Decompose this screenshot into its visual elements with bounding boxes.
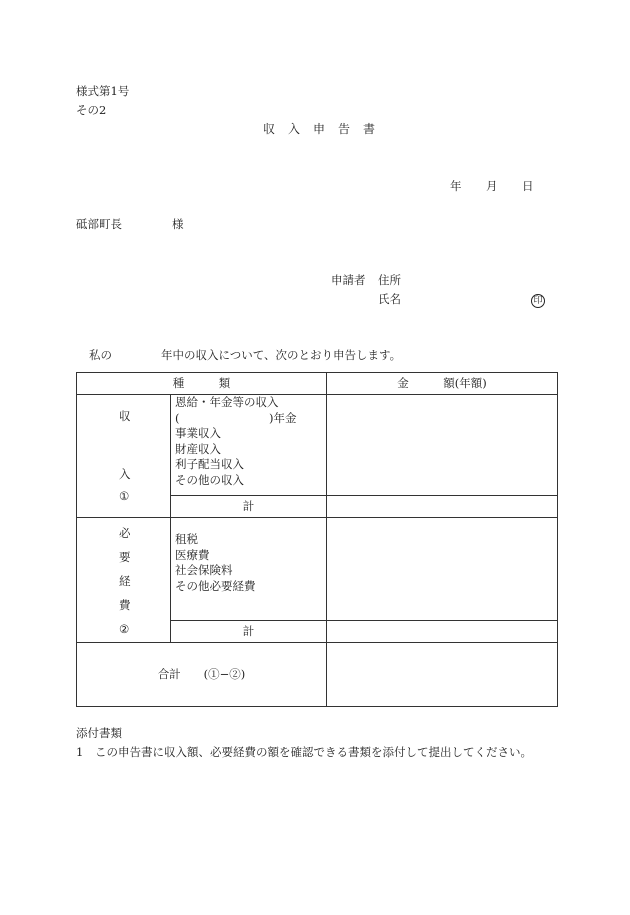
list-item [175,411,326,427]
income-declaration-table [76,372,558,707]
name-label: 氏名 [378,292,401,306]
expenses-label-number: ② [119,622,130,636]
income-label-number: ① [119,489,130,503]
document-title: 収入申告書 [263,122,389,136]
address-label: 住所 [378,273,401,287]
income-label-char: 入 [119,467,131,481]
expenses-label-char: 費 [119,598,131,612]
income-items-cell [171,395,327,496]
income-subtotal-label: 計 [171,495,327,517]
expenses-label-cell [77,518,171,643]
date-day-label: 日 [522,179,534,193]
expenses-amount-cell[interactable] [327,518,558,621]
attachments-note-number: 1 [76,745,84,759]
intro-prefix: 私の [89,348,112,362]
list-item: 社会保険料 [175,563,233,577]
income-amount-cell[interactable] [327,395,558,496]
expenses-subtotal-label: 計 [171,620,327,642]
expenses-label-char: 必 [119,526,131,540]
total-label: 合計 (①−②) [77,643,327,707]
intro-text: 年中の収入について、次のとおり申告します。 [161,348,402,362]
list-item: 事業収入 [175,426,221,440]
list-item: 医療費 [175,547,210,562]
form-number: 様式第1号 [76,84,130,98]
income-label-char: 収 [119,409,131,423]
column-header-type: 種 類 [77,373,327,395]
table-header-row [77,373,558,395]
expenses-items-cell [171,518,327,621]
date-month-label: 月 [486,179,498,193]
total-amount-cell[interactable] [327,643,558,707]
list-item: 財産収入 [175,441,221,456]
addressee-name: 砥部町長 [76,217,122,231]
list-item: 租税 [175,532,198,546]
list-item: その他の収入 [175,472,244,487]
attachments-note: この申告書に収入額、必要経費の額を確認できる書類を添付して提出してください。 [95,745,532,759]
seal-stamp-icon: 印 [531,294,545,308]
expenses-subtotal-amount[interactable] [327,620,558,642]
form-sub-number: その2 [76,103,107,117]
column-header-amount: 金 額(年額) [327,373,558,395]
addressee-honorific: 様 [172,217,184,231]
seal-mark [531,292,545,308]
date-year-label: 年 [450,179,462,193]
attachments-heading: 添付書類 [76,726,122,740]
list-item: その他必要経費 [175,578,256,593]
pension-type-suffix: )年金 [269,410,297,425]
list-item: 利子配当収入 [175,457,244,471]
expenses-row [77,518,558,621]
expenses-label-char: 要 [119,550,131,564]
income-subtotal-amount[interactable] [327,495,558,517]
income-label-cell [77,395,171,518]
applicant-label: 申請者 [331,273,366,287]
total-row [77,643,558,707]
expenses-label-char: 経 [119,574,131,588]
income-row [77,395,558,496]
list-item: 恩給・年金等の収入 [175,395,279,409]
pension-open-paren: ( [175,410,180,425]
